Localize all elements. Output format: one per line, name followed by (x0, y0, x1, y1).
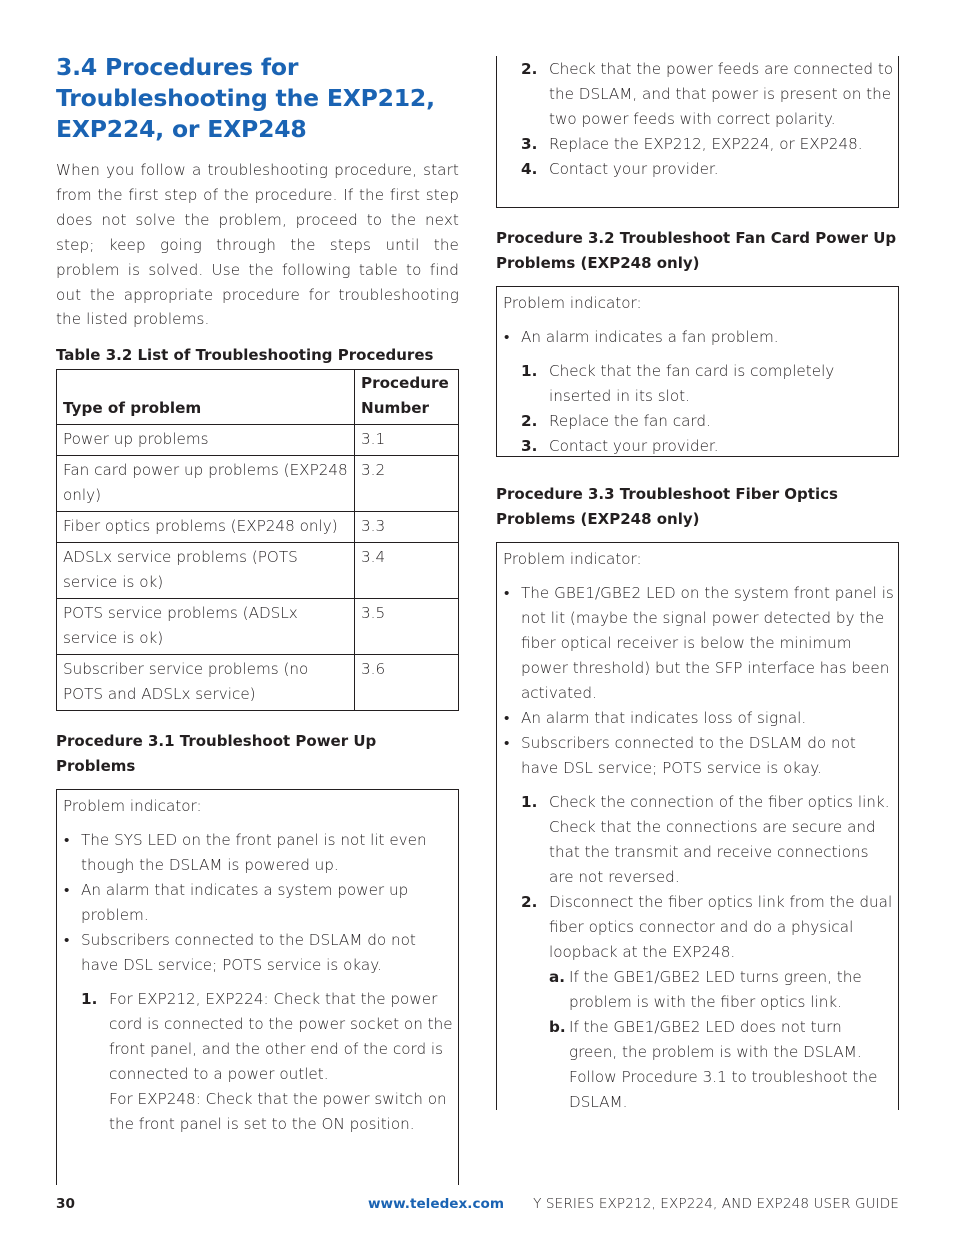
procedure-3-3-title: Procedure 3.3 Troubleshoot Fiber Optics Problems (EXP248 only) (496, 485, 838, 528)
troubleshooting-table (56, 369, 459, 711)
page-number: 30 (56, 1196, 75, 1212)
steps-list (503, 790, 894, 1115)
step-number: 3. (521, 437, 538, 455)
cell-problem: Subscriber service problems (no POTS and ADSLx service) (57, 655, 355, 711)
cell-procedure: 3.4 (355, 543, 459, 599)
step-number: 4. (521, 160, 538, 178)
step-number: 1. (81, 990, 98, 1009)
table-header-row (57, 370, 459, 425)
cell-problem: Power up problems (57, 425, 355, 456)
step-text: Check that the fan card is completely inserted in its slot. (549, 362, 835, 405)
indicator-list (503, 325, 894, 350)
left-column (56, 52, 459, 1185)
list-item: • Subscribers connected to the DSLAM do not have DSL service; POTS service is okay. (503, 731, 894, 781)
header-type-of-problem: Type of problem (57, 370, 355, 425)
substep-text: If the GBE1/GBE2 LED turns green, the problem is with the fiber optics link. (569, 968, 862, 1011)
step-item (503, 359, 894, 409)
step-text: Check the connection of the fiber optics link. Check that the connections are secure and that the transmit and receive connections are not reversed. (549, 793, 890, 886)
problem-indicator-label: Problem indicator: (63, 797, 202, 816)
table-caption: Table 3.2 List of Troubleshooting Procedures (56, 346, 434, 365)
substep-letter: b. (549, 1018, 566, 1036)
list-item: • Subscribers connected to the DSLAM do not have DSL service; POTS service is okay. (63, 928, 454, 978)
table-row (57, 456, 459, 512)
substep-item (549, 965, 894, 1015)
substep-item (549, 1015, 894, 1115)
procedure-3-2-title: Procedure 3.2 Troubleshoot Fan Card Power Up Problems (EXP248 only) (496, 229, 897, 272)
step-item (503, 409, 894, 434)
step-item (503, 890, 894, 1115)
table-row (57, 599, 459, 655)
substep-text: If the GBE1/GBE2 LED does not turn green, the problem is with the DSLAM. Follow Procedure 3.1 to troubleshoot the DSLAM. (569, 1018, 878, 1111)
step-text-continued: For EXP248: Check that the power switch on the front panel is set to the ON position. (109, 1090, 447, 1134)
cell-problem: ADSLx service problems (POTS service is ok) (57, 543, 355, 599)
section-title: 3.4 Procedures for Troubleshooting the EXP212, EXP224, or EXP248 (56, 53, 435, 143)
step-text: Replace the fan card. (549, 412, 711, 430)
table-row (57, 425, 459, 456)
procedure-3-2-box (496, 286, 899, 457)
procedure-3-1-title: Procedure 3.1 Troubleshoot Power Up Problems (56, 732, 377, 776)
table-row (57, 512, 459, 543)
step-text: For EXP212, EXP224: Check that the power cord is connected to the power socket on the front panel, and the other end of the cord is connected to a power outlet. (109, 990, 453, 1084)
substep-letter: a. (549, 968, 566, 986)
right-column (496, 56, 899, 1110)
step-item (503, 57, 894, 132)
list-item: • The SYS LED on the front panel is not lit even though the DSLAM is powered up. (63, 828, 454, 878)
table-row (57, 543, 459, 599)
list-item: • An alarm that indicates a system power up problem. (63, 878, 454, 928)
cell-procedure: 3.2 (355, 456, 459, 512)
indicator-list (503, 581, 894, 781)
steps-list (63, 987, 454, 1137)
step-item (503, 790, 894, 890)
step-text: Contact your provider. (549, 160, 719, 178)
intro-paragraph: When you follow a troubleshooting procedure, start from the first step of the procedure. If the first step does not solve the problem, proceed to the next step; keep going through the steps until the problem is solved. Use the following table to find out the appropriate procedure for troubleshooting the listed problems. (56, 161, 459, 329)
procedure-3-1-box-continued (496, 56, 899, 208)
step-number: 3. (521, 135, 538, 153)
list-item: • An alarm that indicates loss of signal. (503, 706, 894, 731)
step-item (503, 157, 894, 182)
cell-procedure: 3.5 (355, 599, 459, 655)
step-item (503, 132, 894, 157)
step-text: Replace the EXP212, EXP224, or EXP248. (549, 135, 863, 153)
procedure-3-1-box (56, 789, 459, 1185)
table-row (57, 655, 459, 711)
step-item (503, 434, 894, 459)
header-procedure-number: Procedure Number (355, 370, 459, 425)
step-text: Disconnect the fiber optics link from the dual fiber optics connector and do a physical loopback at the EXP248. (549, 893, 893, 961)
steps-list (503, 56, 894, 182)
list-item: • The GBE1/GBE2 LED on the system front panel is not lit (maybe the signal power detected by the fiber optical receiver is below the minimum power threshold) but the SFP interface has been activated. (503, 581, 894, 706)
problem-indicator-label: Problem indicator: (503, 294, 642, 312)
step-number: 1. (521, 793, 538, 811)
page-footer (56, 1194, 899, 1214)
step-number: 2. (521, 60, 538, 78)
cell-procedure: 3.1 (355, 425, 459, 456)
step-number: 2. (521, 893, 538, 911)
step-number: 2. (521, 412, 538, 430)
guide-title: Y SERIES EXP212, EXP224, AND EXP248 USER GUIDE (533, 1196, 899, 1212)
step-text: Check that the power feeds are connected to the DSLAM, and that power is present on the two power feeds with correct polarity. (549, 60, 894, 128)
indicator-list (63, 828, 454, 978)
step-item (63, 987, 454, 1137)
step-number: 1. (521, 362, 538, 380)
cell-problem: POTS service problems (ADSLx service is ok) (57, 599, 355, 655)
cell-problem: Fiber optics problems (EXP248 only) (57, 512, 355, 543)
steps-list (503, 359, 894, 459)
problem-indicator-label: Problem indicator: (503, 550, 642, 568)
footer-link[interactable]: www.teledex.com (368, 1196, 505, 1212)
cell-problem: Fan card power up problems (EXP248 only) (57, 456, 355, 512)
cell-procedure: 3.3 (355, 512, 459, 543)
step-text: Contact your provider. (549, 437, 719, 455)
list-item: • An alarm indicates a fan problem. (503, 325, 894, 350)
substeps-list (549, 965, 894, 1115)
procedure-3-3-box (496, 542, 899, 1110)
cell-procedure: 3.6 (355, 655, 459, 711)
